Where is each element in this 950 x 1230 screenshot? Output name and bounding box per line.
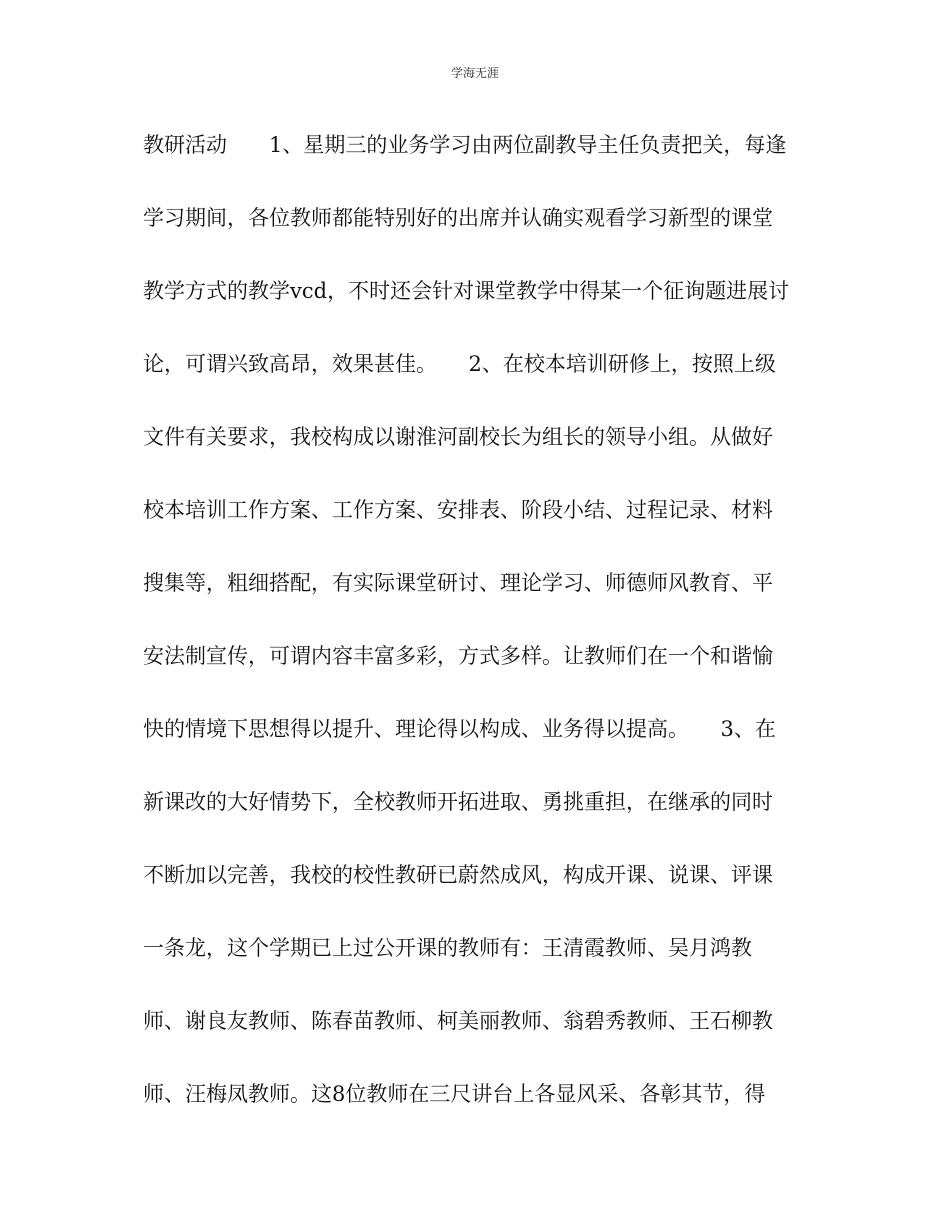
text-line: 师、汪梅凤教师。这8位教师在三尺讲台上各显风采、各彰其节，得 (143, 1082, 766, 1106)
text-line: 安法制宣传，可谓内容丰富多彩，方式多样。让教师们在一个和谐愉 (143, 644, 773, 668)
text-line: 教研活动 1、星期三的业务学习由两位副教导主任负责把关，每逢 (143, 133, 787, 157)
text-line: 搜集等，粗细搭配，有实际课堂研讨、理论学习、师德师风教育、平 (143, 571, 773, 595)
text-line: 一条龙，这个学期已上过公开课的教师有：王清霞教师、吴月鸿教 (143, 936, 752, 960)
page-header: 学海无涯 (450, 66, 499, 80)
text-line: 新课改的大好情势下，全校教师开拓进取、勇挑重担，在继承的同时 (143, 790, 773, 814)
text-line: 教学方式的教学vcd，不时还会针对课堂教学中得某一个征询题进展讨 (143, 279, 790, 303)
text-line: 快的情境下思想得以提升、理论得以构成、业务得以提高。 3、在 (143, 717, 776, 741)
document-body (143, 127, 823, 1149)
text-line: 校本培训工作方案、工作方案、安排表、阶段小结、过程记录、材料 (143, 498, 773, 522)
text-line: 论，可谓兴致高昂，效果甚佳。 2、在校本培训研修上，按照上级 (143, 352, 776, 376)
text-line: 不断加以完善，我校的校性教研已蔚然成风，构成开课、说课、评课 (143, 863, 773, 887)
text-line: 师、谢良友教师、陈春苗教师、柯美丽教师、翁碧秀教师、王石柳教 (143, 1009, 773, 1033)
text-line: 文件有关要求，我校构成以谢淮河副校长为组长的领导小组。从做好 (143, 425, 773, 449)
text-line: 学习期间，各位教师都能特别好的出席并认确实观看学习新型的课堂 (143, 206, 773, 230)
